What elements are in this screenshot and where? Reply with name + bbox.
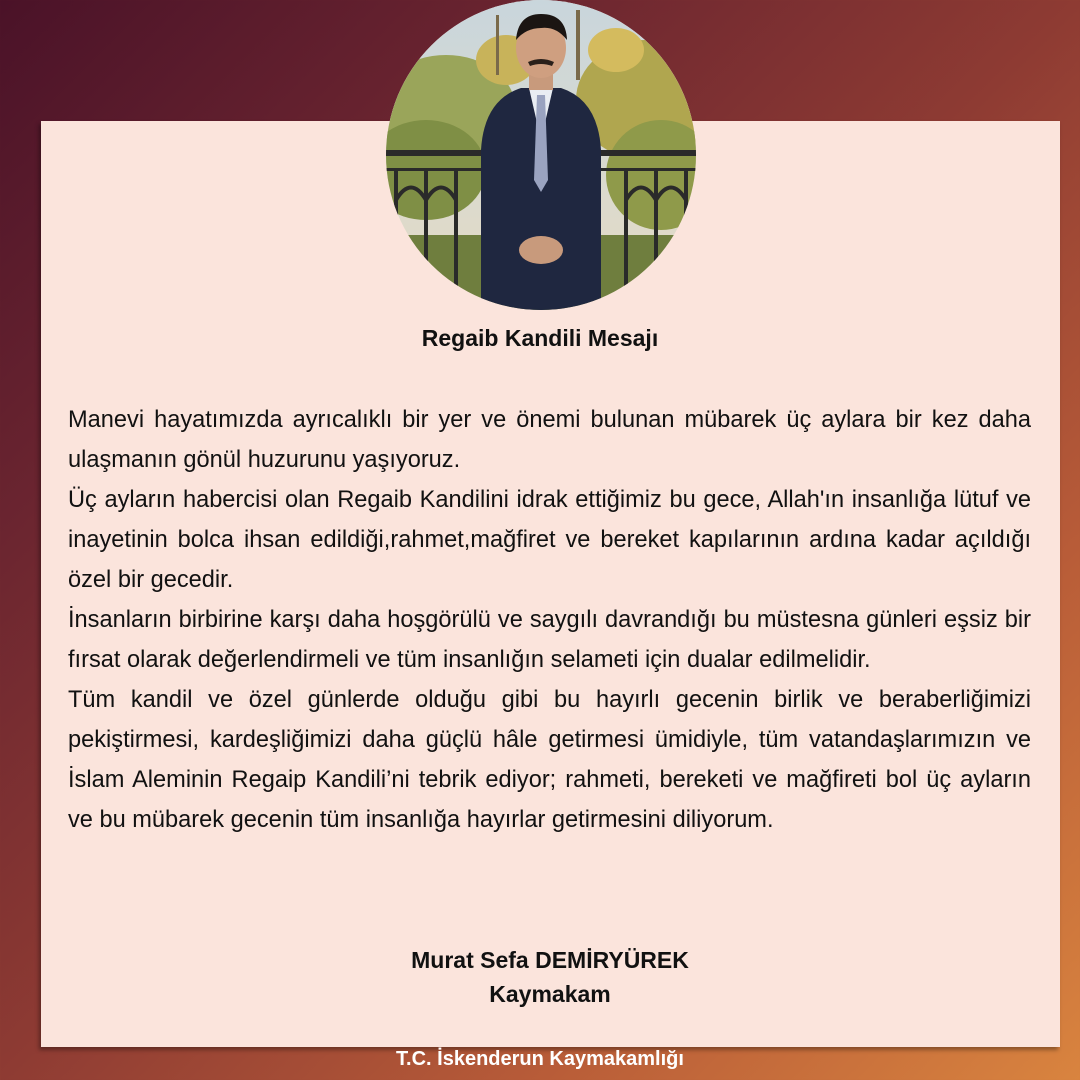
message-paragraph: Manevi hayatımızda ayrıcalıklı bir yer ve önemi bulunan mübarek üç aylara bir kez daha ulaşmanın gönül huzurunu yaşıyoruz.: [68, 407, 1031, 473]
message-title: Regaib Kandili Mesajı: [421, 325, 659, 351]
signature-role: Kaymakam: [489, 981, 611, 1007]
message-paragraph: Üç ayların habercisi olan Regaib Kandilini idrak ettiğimiz bu gece, Allah'ın insanlığa lütuf ve inayetinin bolca ihsan edildiği,rahmet,mağfiret ve bereket kapılarının ardına kadar açıldığı özel bir gecedir.: [68, 487, 1031, 593]
portrait-photo: [386, 0, 696, 310]
message-body: [68, 400, 1031, 840]
signature-name: Murat Sefa DEMİRYÜREK: [411, 947, 689, 973]
message-paragraph: İnsanların birbirine karşı daha hoşgörülü ve saygılı davrandığı bu müstesna günleri eşsiz bir fırsat olarak değerlendirmeli ve tüm insanlığın selameti için dualar edilmelidir.: [68, 607, 1031, 673]
signature-block: [0, 943, 1080, 1011]
message-paragraph: Tüm kandil ve özel günlerde olduğu gibi bu hayırlı gecenin birlik ve beraberliğimizi pekiştirmesi, kardeşliğimizi daha güçlü hâle getirmesi ümidiyle, tüm vatandaşlarımızın ve İslam Aleminin Regaip Kandili’ni tebrik ediyor; rahmeti, bereketi ve mağfireti bol üç ayların ve bu mübarek gecenin tüm insanlığa hayırlar getirmesini diliyorum.: [68, 687, 1031, 833]
footer-institution: T.C. İskenderun Kaymakamlığı: [396, 1048, 684, 1070]
